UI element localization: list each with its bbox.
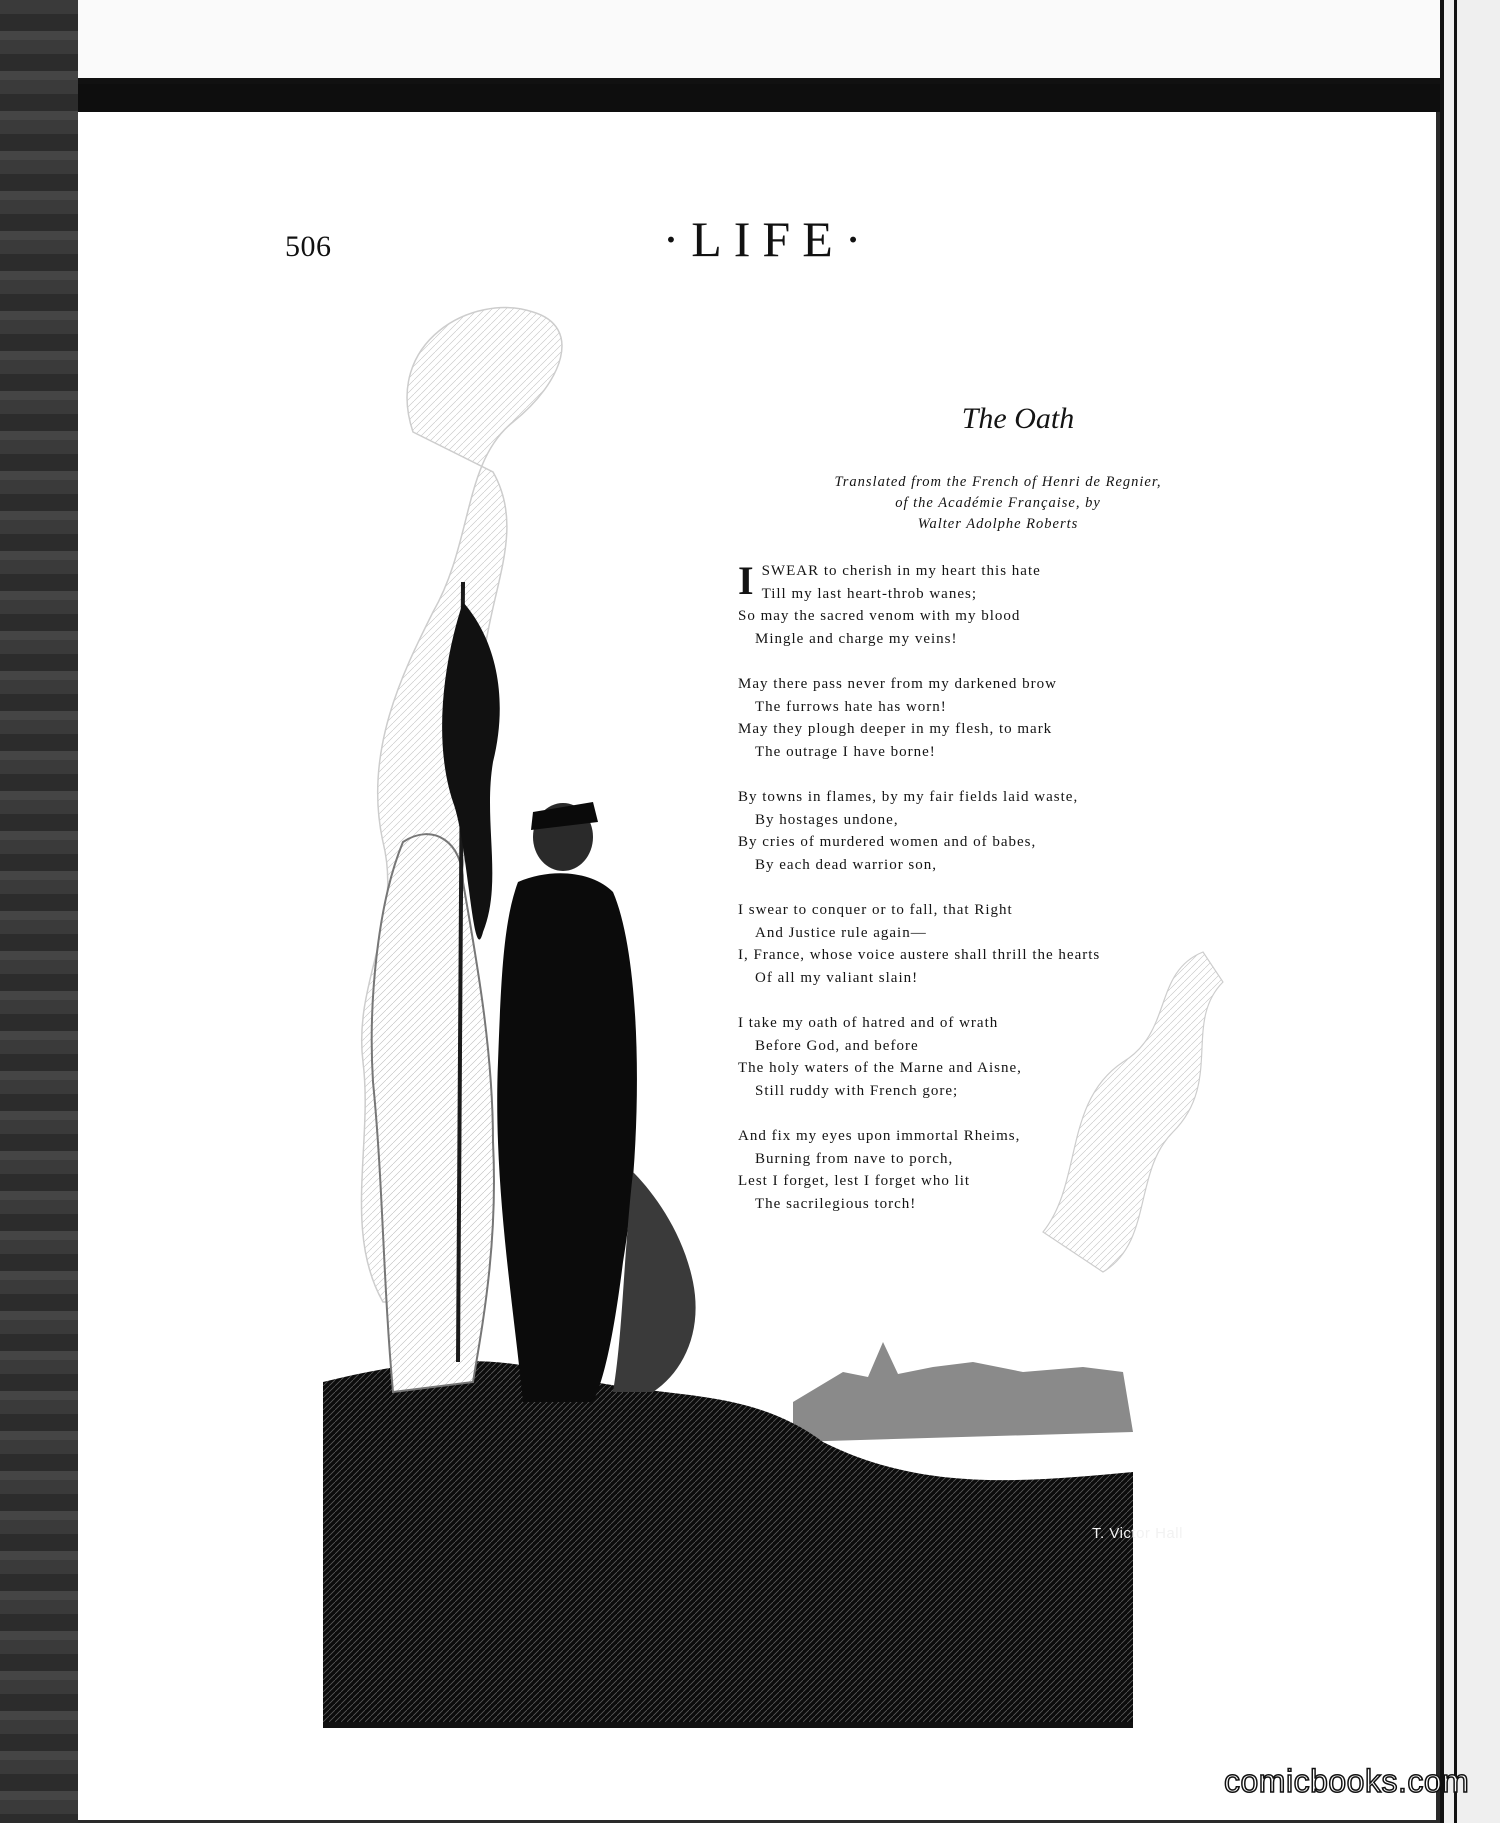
poem-line: I, France, whose voice austere shall thrill the hearts	[738, 947, 1101, 963]
stanza	[738, 673, 1258, 763]
page-gutter-band	[78, 84, 1440, 112]
poem-line: May there pass never from my darkened brow	[738, 676, 1057, 692]
poem-line: Still ruddy with French gore;	[755, 1082, 959, 1099]
poem-credit	[738, 472, 1258, 535]
scanner-border-left	[0, 0, 78, 1823]
poem-line: Burning from nave to porch,	[755, 1150, 954, 1167]
poem-line: And fix my eyes upon immortal Rheims,	[738, 1128, 1021, 1144]
soldier-coat	[497, 873, 637, 1402]
credit-line: Walter Adolphe Roberts	[917, 516, 1079, 532]
poem-line: Mingle and charge my veins!	[755, 630, 958, 647]
poem-line: By towns in flames, by my fair fields laid waste,	[738, 789, 1079, 805]
poem-line: By hostages undone,	[755, 811, 899, 828]
credit-line: of the Académie Française, by	[895, 495, 1101, 511]
drop-cap: I	[738, 560, 754, 603]
poem-line: Lest I forget, lest I forget who lit	[738, 1173, 971, 1189]
poem-line: Till my last heart-throb wanes;	[761, 585, 978, 602]
poem-line: SWEAR to cherish in my heart this hate	[761, 563, 1041, 579]
stanza	[738, 1125, 1258, 1215]
distant-town-silhouette	[793, 1342, 1133, 1442]
stanza	[738, 560, 1258, 650]
poem-line: I swear to conquer or to fall, that Right	[738, 902, 1013, 918]
poem-line: The furrows hate has worn!	[755, 698, 947, 715]
credit-line: Translated from the French of Henri de Regnier,	[834, 474, 1162, 490]
poem-line: And Justice rule again—	[755, 924, 927, 941]
poem-line: The sacrilegious torch!	[755, 1195, 917, 1212]
stanza	[738, 786, 1258, 876]
poem-line: Of all my valiant slain!	[755, 969, 919, 986]
magazine-page	[78, 112, 1436, 1820]
poem-title: The Oath	[961, 402, 1075, 435]
next-page-edge	[1440, 0, 1500, 1823]
stanza	[738, 1012, 1258, 1102]
page-number: 506	[285, 230, 332, 263]
poem-line: So may the sacred venom with my blood	[738, 608, 1021, 624]
poem-line: The outrage I have borne!	[755, 743, 936, 760]
previous-page-edge	[78, 0, 1440, 84]
poem-line: May they plough deeper in my flesh, to mark	[738, 721, 1053, 737]
watermark-text: comicbooks.com	[1224, 1763, 1470, 1799]
masthead-title: ·LIFE·	[662, 211, 874, 267]
poem-line: I take my oath of hatred and of wrath	[738, 1015, 999, 1031]
poem-line: Before God, and before	[755, 1037, 919, 1054]
poem-line: By each dead warrior son,	[755, 856, 938, 873]
poem-line: By cries of murdered women and of babes,	[738, 834, 1037, 850]
artist-signature: T. Victor Hall	[1092, 1525, 1183, 1542]
poem	[738, 402, 1258, 1238]
poem-line: The holy waters of the Marne and Aisne,	[738, 1060, 1022, 1076]
stanza	[738, 899, 1258, 989]
